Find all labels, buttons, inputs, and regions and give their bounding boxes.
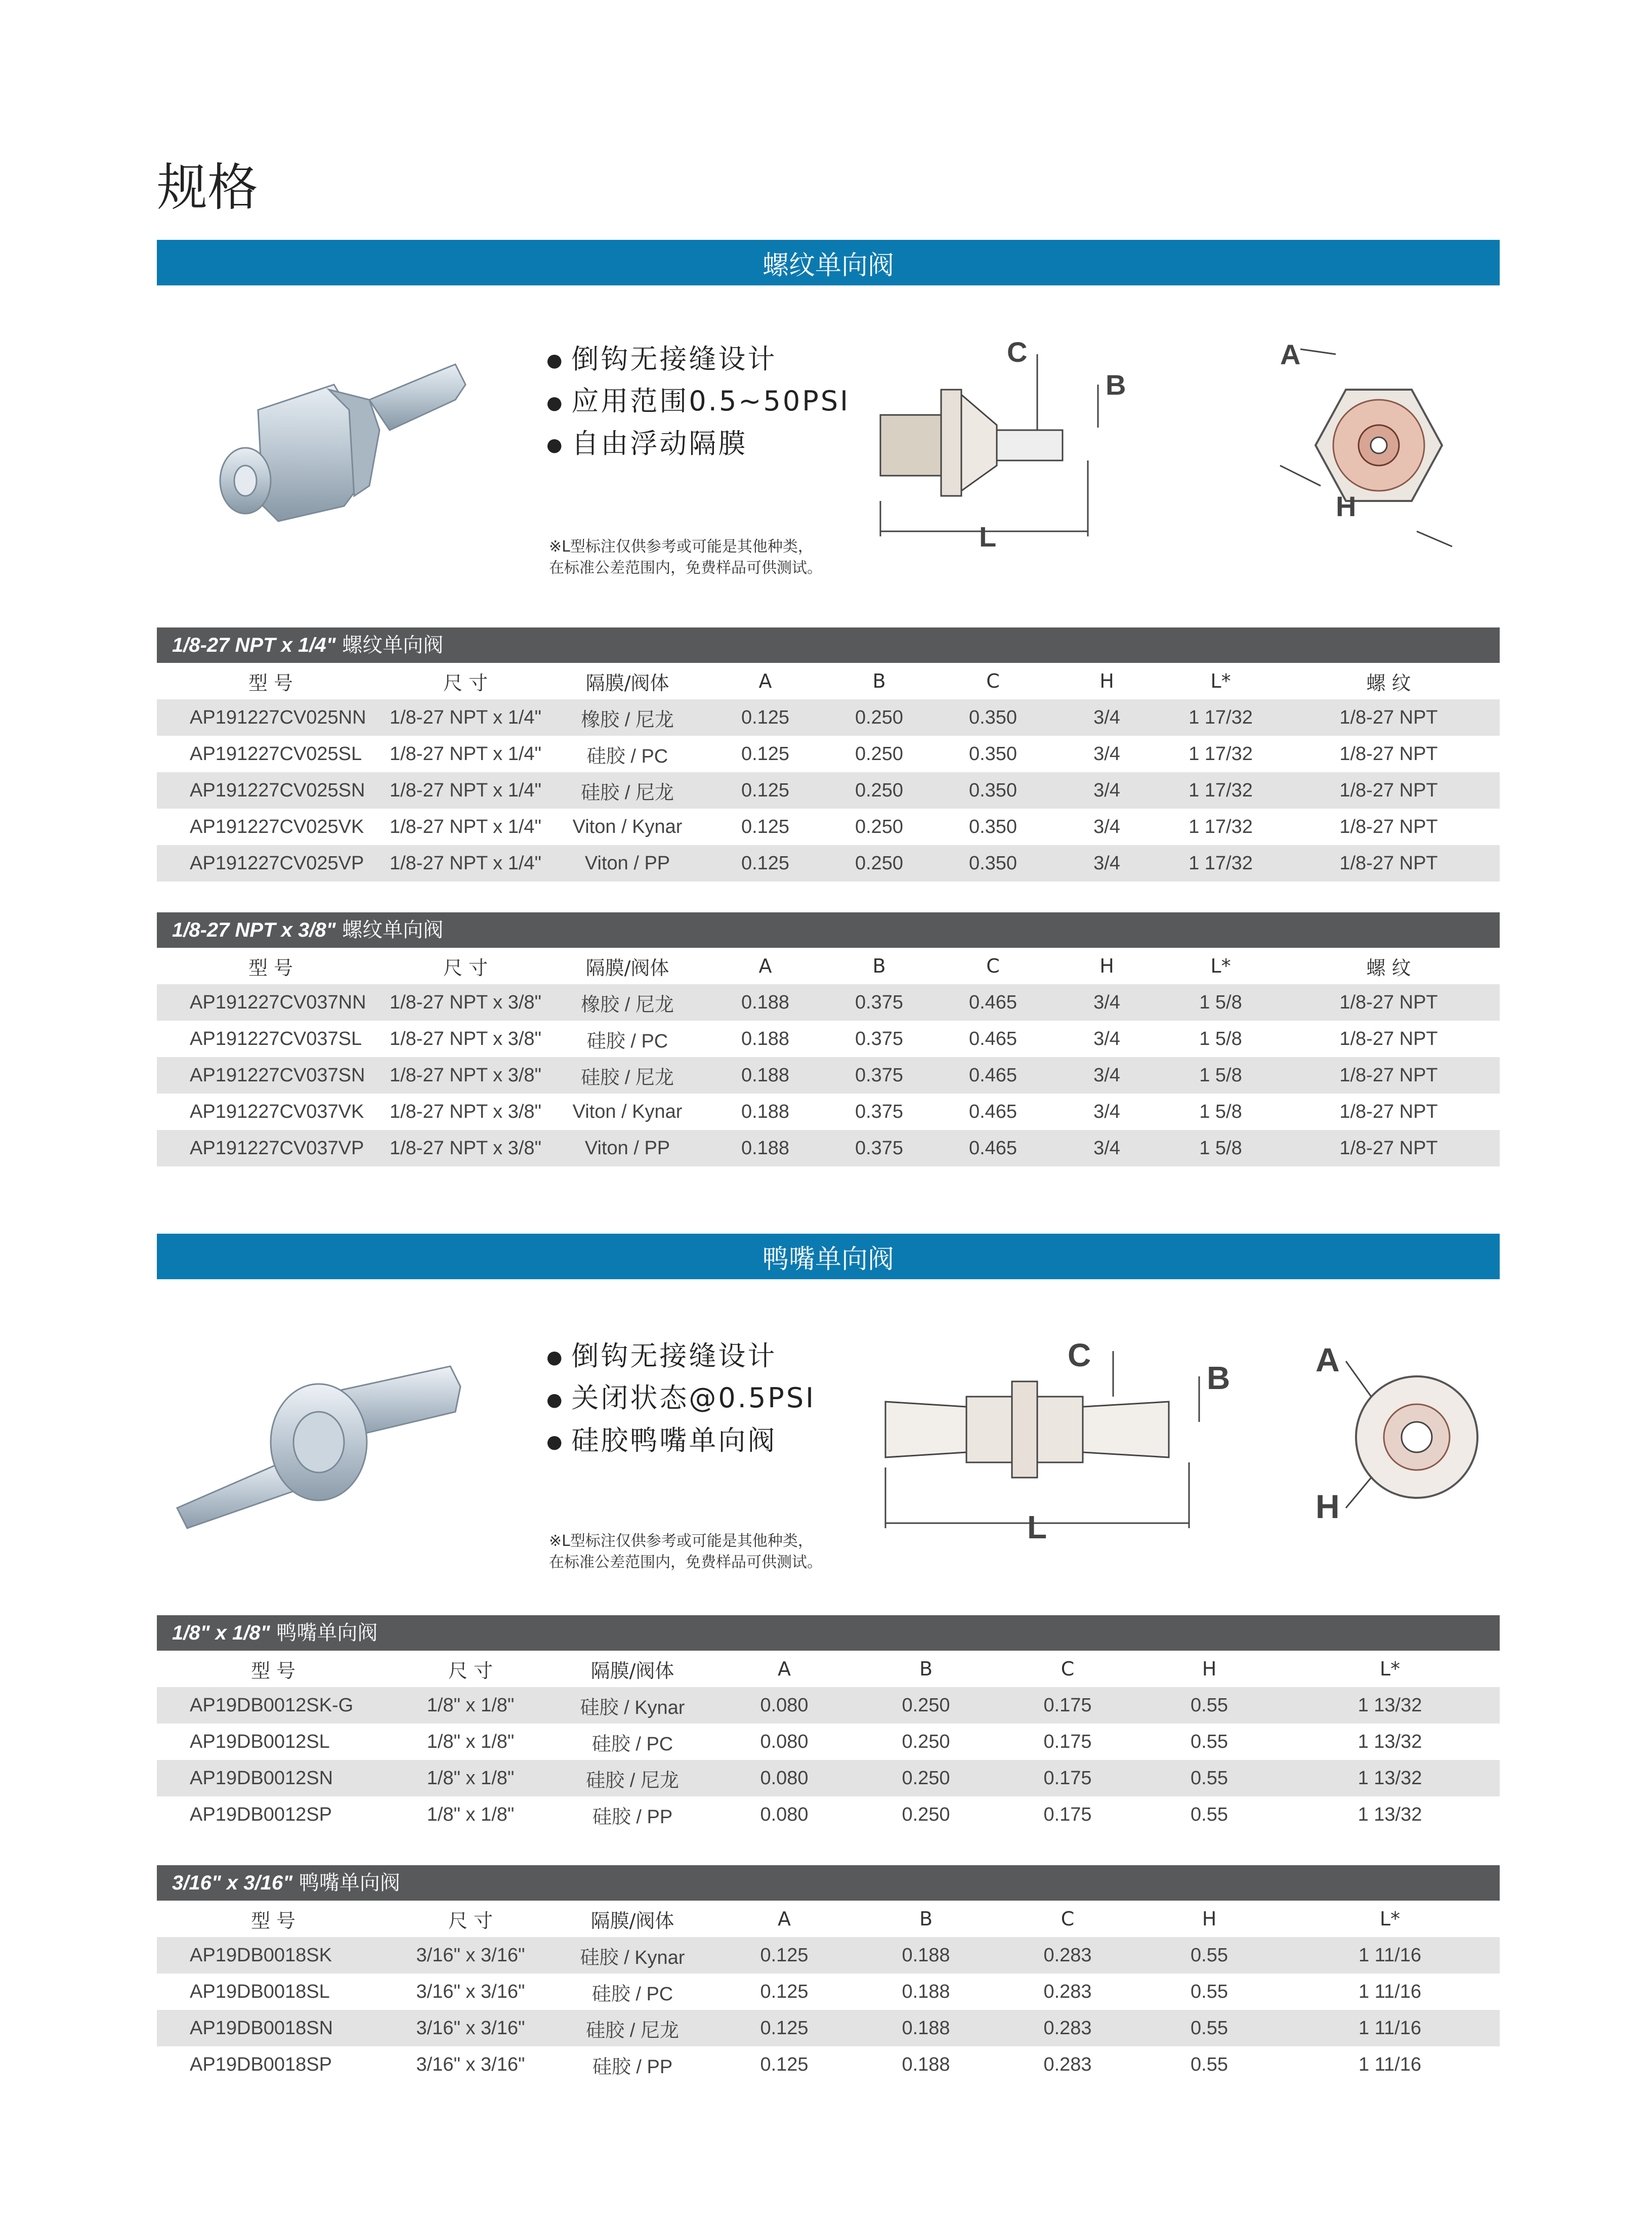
table-cell: 0.283 bbox=[997, 1937, 1138, 1973]
table-cell: 0.250 bbox=[902, 1731, 950, 1752]
col-header-b: B bbox=[919, 1908, 933, 1930]
section-title-duckbill: 鸭嘴单向阀 bbox=[157, 1234, 1500, 1279]
table-cell: 0.125 bbox=[713, 2010, 855, 2046]
table-cell: 1/8-27 NPT x 1/4" bbox=[389, 743, 542, 765]
col-header-size: 尺 寸 bbox=[443, 671, 488, 694]
table-cell: 0.188 bbox=[708, 1057, 822, 1094]
table-cell: 3/16" x 3/16" bbox=[416, 1981, 525, 2002]
table-cell: Viton / PP bbox=[546, 845, 708, 881]
dim-label-a: A bbox=[1316, 1341, 1340, 1378]
table-cell: 0.250 bbox=[822, 845, 936, 881]
table-cell: 硅胶 / PC bbox=[586, 745, 668, 767]
feature-item: ● 倒钩无接缝设计 bbox=[546, 1336, 816, 1378]
table-cell: 硅胶 / PP bbox=[592, 1806, 673, 1828]
table-row bbox=[157, 1687, 1500, 1724]
table-row bbox=[157, 845, 1500, 881]
col-header-c: C bbox=[1061, 1658, 1075, 1680]
table-cell: 硅胶 / PC bbox=[591, 1733, 673, 1755]
table-cell: Viton / PP bbox=[546, 1130, 708, 1166]
table-cell: AP191227CV037VK bbox=[190, 1101, 364, 1122]
table-cell: AP19DB0012SK-G bbox=[157, 1687, 390, 1724]
dim-label-h: H bbox=[1336, 490, 1357, 522]
col-header-c: C bbox=[1061, 1908, 1075, 1930]
table-cell: 硅胶 / Kynar bbox=[552, 1937, 713, 1973]
table-cell: 0.125 bbox=[760, 1981, 809, 2002]
table-row bbox=[157, 1796, 1500, 1833]
table-row bbox=[157, 1760, 1500, 1796]
feature-item: ● 倒钩无接缝设计 bbox=[546, 339, 850, 381]
table-cell: 1/8-27 NPT x 1/4" bbox=[385, 699, 546, 736]
table-cell: 3/4 bbox=[1050, 984, 1164, 1021]
table-cell: 硅胶 / 尼龙 bbox=[546, 772, 708, 809]
table-cell: 0.465 bbox=[968, 1101, 1018, 1122]
table-cell: 0.188 bbox=[855, 2010, 997, 2046]
col-header-model: 型 号 bbox=[250, 1659, 296, 1682]
table-row bbox=[157, 2046, 1500, 2083]
col-header-a: A bbox=[758, 955, 772, 977]
table-row bbox=[157, 1724, 1500, 1760]
table-cell: 0.188 bbox=[708, 1130, 822, 1166]
table-cell: 1/8-27 NPT bbox=[1278, 984, 1500, 1021]
col-header-c: C bbox=[986, 670, 1000, 692]
table-cell: 0.283 bbox=[997, 2010, 1138, 2046]
table-cell: 0.55 bbox=[1138, 1687, 1280, 1724]
table-cell: 1/8-27 NPT bbox=[1278, 845, 1500, 881]
table-row bbox=[157, 809, 1500, 845]
table-cell: 0.375 bbox=[855, 1028, 904, 1049]
duckbill-note bbox=[549, 1531, 822, 1573]
table-cell: 硅胶 / 尼龙 bbox=[552, 2010, 713, 2046]
table-cell: 1/8-27 NPT bbox=[1339, 1101, 1438, 1122]
table-cell: 1/8-27 NPT x 3/8" bbox=[389, 1028, 542, 1049]
col-header-model: 型 号 bbox=[248, 671, 293, 694]
table-cell: AP19DB0012SN bbox=[157, 1760, 390, 1796]
col-header-a: A bbox=[778, 1658, 791, 1680]
table-row bbox=[157, 1021, 1500, 1057]
table-cell: 3/4 bbox=[1093, 1028, 1120, 1049]
table-cell: 橡胶 / 尼龙 bbox=[546, 699, 708, 736]
table-cell: 0.55 bbox=[1138, 1760, 1280, 1796]
feature-item: ● 自由浮动隔膜 bbox=[546, 424, 850, 466]
table-cell: 1 11/16 bbox=[1280, 2010, 1500, 2046]
table-cell: 1 17/32 bbox=[1164, 845, 1278, 881]
table-cell: 0.125 bbox=[760, 2053, 809, 2075]
table-cell: 0.283 bbox=[1043, 2053, 1092, 2075]
table-cell: AP191227CV037SN bbox=[157, 1057, 385, 1094]
col-header-size: 尺 寸 bbox=[448, 1659, 493, 1682]
table-cell: 橡胶 / 尼龙 bbox=[546, 984, 708, 1021]
table-cell: 0.188 bbox=[902, 1981, 950, 2002]
table-cell: 1 5/8 bbox=[1199, 1101, 1242, 1122]
table-caption: 1/8-27 NPT x 1/4" 螺纹单向阀 bbox=[157, 627, 1500, 663]
col-header-l: L* bbox=[1210, 670, 1231, 692]
col-header-c: C bbox=[986, 955, 1000, 977]
threaded-valve-image bbox=[218, 354, 481, 536]
table-cell: 0.55 bbox=[1191, 1803, 1228, 1825]
table-header-row bbox=[157, 948, 1500, 984]
table-cell: AP191227CV037NN bbox=[157, 984, 385, 1021]
table-cell: 0.465 bbox=[936, 984, 1050, 1021]
col-header-b: B bbox=[872, 955, 886, 977]
table-cell: 0.080 bbox=[713, 1687, 855, 1724]
table-cell: 1/8-27 NPT bbox=[1278, 772, 1500, 809]
table-row bbox=[157, 984, 1500, 1021]
table-cell: 1 17/32 bbox=[1189, 743, 1253, 765]
threaded-feature-list bbox=[546, 339, 850, 466]
table-cell: 3/4 bbox=[1050, 699, 1164, 736]
table-cell: 1 5/8 bbox=[1199, 1028, 1242, 1049]
table-cell: AP19DB0018SK bbox=[157, 1937, 390, 1973]
table-cell: 1 5/8 bbox=[1164, 984, 1278, 1021]
col-header-a: A bbox=[758, 670, 772, 692]
table-cell: Viton / Kynar bbox=[572, 816, 683, 837]
table-cell: 1/8-27 NPT bbox=[1339, 743, 1438, 765]
table-cell: AP191227CV025VP bbox=[157, 845, 385, 881]
col-header-h: H bbox=[1202, 1658, 1217, 1680]
table-cell: AP19DB0012SP bbox=[190, 1803, 332, 1825]
table-cell: 0.55 bbox=[1138, 2010, 1280, 2046]
table-cell: 0.250 bbox=[822, 699, 936, 736]
duckbill-end-diagram bbox=[1316, 1341, 1467, 1533]
table-row bbox=[157, 736, 1500, 772]
table-cell: AP191227CV025NN bbox=[157, 699, 385, 736]
table-cell: 3/16" x 3/16" bbox=[390, 2010, 552, 2046]
dim-label-c: C bbox=[1068, 1337, 1091, 1373]
table-cell: 0.080 bbox=[760, 1803, 809, 1825]
table-row bbox=[157, 1057, 1500, 1094]
page-title: 规格 bbox=[157, 158, 258, 217]
table-cell: 0.188 bbox=[902, 2053, 950, 2075]
col-header-h: H bbox=[1099, 955, 1114, 977]
spec-table-eighth bbox=[157, 1615, 1500, 1833]
spec-table-three-sixteenths bbox=[157, 1865, 1500, 2083]
table-cell: 硅胶 / 尼龙 bbox=[552, 1760, 713, 1796]
col-header-thread: 螺 纹 bbox=[1366, 671, 1411, 694]
spec-table-npt-quarter bbox=[157, 627, 1500, 881]
dim-label-c: C bbox=[1007, 336, 1028, 368]
duckbill-valve-image bbox=[167, 1356, 471, 1518]
table-row bbox=[157, 1937, 1500, 1973]
dim-label-b: B bbox=[1106, 369, 1126, 401]
table-cell: 硅胶 / PC bbox=[586, 1030, 668, 1052]
table-cell: 0.080 bbox=[760, 1731, 809, 1752]
table-cell: 0.350 bbox=[936, 699, 1050, 736]
note-line: ※L型标注仅供参考或可能是其他种类， bbox=[549, 1532, 813, 1550]
table-cell: 0.125 bbox=[708, 772, 822, 809]
table-cell: 3/4 bbox=[1050, 1057, 1164, 1094]
table-cell: 1 13/32 bbox=[1280, 1687, 1500, 1724]
table-cell: 1/8-27 NPT x 1/4" bbox=[385, 772, 546, 809]
table-cell: 0.375 bbox=[855, 1101, 904, 1122]
table-header-row bbox=[157, 1901, 1500, 1937]
table-cell: 1 17/32 bbox=[1189, 816, 1253, 837]
col-header-h: H bbox=[1099, 670, 1114, 692]
note-line: ※L型标注仅供参考或可能是其他种类， bbox=[549, 538, 813, 556]
table-cell: 硅胶 / PP bbox=[592, 2056, 673, 2078]
table-cell: AP191227CV037VP bbox=[157, 1130, 385, 1166]
table-cell: 1/8-27 NPT bbox=[1339, 1028, 1438, 1049]
table-cell: AP19DB0018SP bbox=[190, 2053, 332, 2075]
table-cell: 0.250 bbox=[855, 816, 904, 837]
table-cell: AP191227CV025SL bbox=[190, 743, 362, 765]
note-line: 在标准公差范围内，免费样品可供测试。 bbox=[549, 1553, 822, 1571]
table-cell: 1 13/32 bbox=[1358, 1731, 1422, 1752]
table-cell: 1 5/8 bbox=[1164, 1130, 1278, 1166]
table-cell: 0.125 bbox=[713, 1937, 855, 1973]
table-cell: 0.350 bbox=[936, 845, 1050, 881]
table-cell: 3/16" x 3/16" bbox=[416, 2053, 525, 2075]
table-caption: 1/8-27 NPT x 3/8" 螺纹单向阀 bbox=[157, 912, 1500, 948]
col-header-material: 隔膜/阀体 bbox=[585, 956, 669, 979]
table-cell: AP191227CV037SL bbox=[190, 1028, 362, 1049]
dim-label-h: H bbox=[1316, 1488, 1340, 1525]
table-cell: 3/4 bbox=[1050, 1130, 1164, 1166]
col-header-l: L* bbox=[1379, 1658, 1401, 1680]
table-cell: 1/8-27 NPT bbox=[1339, 816, 1438, 837]
table-row bbox=[157, 1973, 1500, 2010]
table-caption: 1/8" x 1/8" 鸭嘴单向阀 bbox=[157, 1615, 1500, 1651]
threaded-note bbox=[549, 536, 822, 579]
table-cell: 1/8-27 NPT bbox=[1278, 1057, 1500, 1094]
col-header-l: L* bbox=[1379, 1908, 1401, 1930]
table-cell: 1 17/32 bbox=[1164, 699, 1278, 736]
note-line: 在标准公差范围内，免费样品可供测试。 bbox=[549, 559, 822, 577]
table-cell: 0.465 bbox=[936, 1130, 1050, 1166]
table-row bbox=[157, 699, 1500, 736]
table-cell: 3/4 bbox=[1093, 743, 1120, 765]
table-header-row bbox=[157, 663, 1500, 699]
table-cell: 0.250 bbox=[855, 1760, 997, 1796]
table-row bbox=[157, 772, 1500, 809]
table-cell: AP191227CV025SN bbox=[157, 772, 385, 809]
col-header-material: 隔膜/阀体 bbox=[590, 1659, 674, 1682]
spec-table-npt-three-eighths bbox=[157, 912, 1500, 1166]
col-header-h: H bbox=[1202, 1908, 1217, 1930]
col-header-size: 尺 寸 bbox=[448, 1909, 493, 1932]
table-cell: 1 5/8 bbox=[1164, 1057, 1278, 1094]
col-header-b: B bbox=[919, 1658, 933, 1680]
table-cell: 1/8-27 NPT x 3/8" bbox=[385, 984, 546, 1021]
table-cell: 0.250 bbox=[855, 743, 904, 765]
table-cell: 1 13/32 bbox=[1358, 1803, 1422, 1825]
table-cell: 1 17/32 bbox=[1164, 772, 1278, 809]
table-cell: 0.125 bbox=[741, 743, 790, 765]
table-cell: 0.188 bbox=[708, 984, 822, 1021]
table-cell: 0.375 bbox=[822, 1057, 936, 1094]
table-cell: AP19DB0018SL bbox=[190, 1981, 330, 2002]
table-row bbox=[157, 1130, 1500, 1166]
col-header-material: 隔膜/阀体 bbox=[590, 1909, 674, 1932]
dim-label-a: A bbox=[1280, 339, 1301, 370]
table-cell: 1/8-27 NPT x 3/8" bbox=[385, 1130, 546, 1166]
table-cell: 1/8-27 NPT x 3/8" bbox=[385, 1057, 546, 1094]
table-cell: 1/8" x 1/8" bbox=[390, 1687, 552, 1724]
table-caption: 3/16" x 3/16" 鸭嘴单向阀 bbox=[157, 1865, 1500, 1901]
table-cell: 0.465 bbox=[968, 1028, 1018, 1049]
dim-label-b: B bbox=[1207, 1360, 1231, 1396]
table-cell: 0.080 bbox=[713, 1760, 855, 1796]
table-cell: 0.125 bbox=[708, 699, 822, 736]
table-cell: 1 11/16 bbox=[1280, 1937, 1500, 1973]
col-header-model: 型 号 bbox=[248, 956, 293, 979]
table-cell: 0.55 bbox=[1191, 1981, 1228, 2002]
table-cell: 1/8-27 NPT bbox=[1278, 699, 1500, 736]
feature-item: ● 硅胶鸭嘴单向阀 bbox=[546, 1420, 816, 1462]
col-header-a: A bbox=[778, 1908, 791, 1930]
table-cell: 1/8" x 1/8" bbox=[390, 1760, 552, 1796]
col-header-material: 隔膜/阀体 bbox=[585, 671, 669, 694]
col-header-size: 尺 寸 bbox=[443, 956, 488, 979]
feature-item: ● 应用范围0.5~50PSI bbox=[546, 381, 850, 423]
table-cell: 3/4 bbox=[1050, 772, 1164, 809]
table-cell: 0.350 bbox=[968, 816, 1018, 837]
table-cell: 3/4 bbox=[1093, 816, 1120, 837]
table-cell: 3/16" x 3/16" bbox=[390, 1937, 552, 1973]
table-cell: 0.125 bbox=[708, 845, 822, 881]
table-cell: 0.375 bbox=[822, 1130, 936, 1166]
table-cell: 0.188 bbox=[855, 1937, 997, 1973]
table-cell: 1/8-27 NPT x 1/4" bbox=[385, 845, 546, 881]
table-cell: 3/4 bbox=[1050, 845, 1164, 881]
threaded-end-diagram bbox=[1280, 334, 1472, 557]
table-cell: 0.175 bbox=[1043, 1731, 1092, 1752]
duckbill-feature-list bbox=[546, 1336, 816, 1462]
table-cell: 0.283 bbox=[1043, 1981, 1092, 2002]
feature-item: ● 关闭状态@0.5PSI bbox=[546, 1378, 816, 1420]
table-cell: 0.188 bbox=[741, 1101, 790, 1122]
table-cell: 0.125 bbox=[741, 816, 790, 837]
table-cell: 0.55 bbox=[1191, 2053, 1228, 2075]
table-cell: AP19DB0018SN bbox=[157, 2010, 390, 2046]
table-cell: 0.188 bbox=[741, 1028, 790, 1049]
threaded-side-diagram bbox=[875, 334, 1138, 557]
table-cell: 0.175 bbox=[997, 1760, 1138, 1796]
table-cell: 0.250 bbox=[855, 1687, 997, 1724]
table-cell: 1/8-27 NPT x 3/8" bbox=[389, 1101, 542, 1122]
table-cell: 0.175 bbox=[997, 1687, 1138, 1724]
table-cell: 0.375 bbox=[822, 984, 936, 1021]
col-header-thread: 螺 纹 bbox=[1366, 956, 1411, 979]
table-cell: AP191227CV025VK bbox=[190, 816, 364, 837]
table-cell: 0.55 bbox=[1191, 1731, 1228, 1752]
table-cell: Viton / Kynar bbox=[572, 1101, 683, 1122]
table-cell: 0.250 bbox=[822, 772, 936, 809]
table-cell: 0.175 bbox=[1043, 1803, 1092, 1825]
table-cell: 硅胶 / 尼龙 bbox=[546, 1057, 708, 1094]
col-header-l: L* bbox=[1210, 955, 1231, 977]
table-row bbox=[157, 2010, 1500, 2046]
table-cell: 硅胶 / Kynar bbox=[552, 1687, 713, 1724]
dim-label-l: L bbox=[1027, 1509, 1047, 1545]
col-header-model: 型 号 bbox=[250, 1909, 296, 1932]
dim-label-l: L bbox=[979, 521, 997, 553]
table-cell: 1/8" x 1/8" bbox=[427, 1731, 515, 1752]
table-cell: 0.55 bbox=[1138, 1937, 1280, 1973]
table-cell: 1 13/32 bbox=[1280, 1760, 1500, 1796]
table-cell: 0.250 bbox=[902, 1803, 950, 1825]
table-cell: 1 11/16 bbox=[1359, 2053, 1421, 2075]
table-header-row bbox=[157, 1651, 1500, 1687]
table-cell: AP19DB0012SL bbox=[190, 1731, 330, 1752]
table-cell: 0.350 bbox=[968, 743, 1018, 765]
table-cell: 0.465 bbox=[936, 1057, 1050, 1094]
table-cell: 1/8-27 NPT x 1/4" bbox=[389, 816, 542, 837]
table-cell: 1/8-27 NPT bbox=[1278, 1130, 1500, 1166]
table-row bbox=[157, 1094, 1500, 1130]
section-title-threaded: 螺纹单向阀 bbox=[157, 240, 1500, 285]
duckbill-side-diagram bbox=[875, 1326, 1231, 1545]
col-header-b: B bbox=[872, 670, 886, 692]
table-cell: 1 11/16 bbox=[1359, 1981, 1421, 2002]
table-cell: 硅胶 / PC bbox=[591, 1983, 673, 2005]
table-cell: 3/4 bbox=[1093, 1101, 1120, 1122]
table-cell: 1/8" x 1/8" bbox=[427, 1803, 515, 1825]
table-cell: 0.350 bbox=[936, 772, 1050, 809]
